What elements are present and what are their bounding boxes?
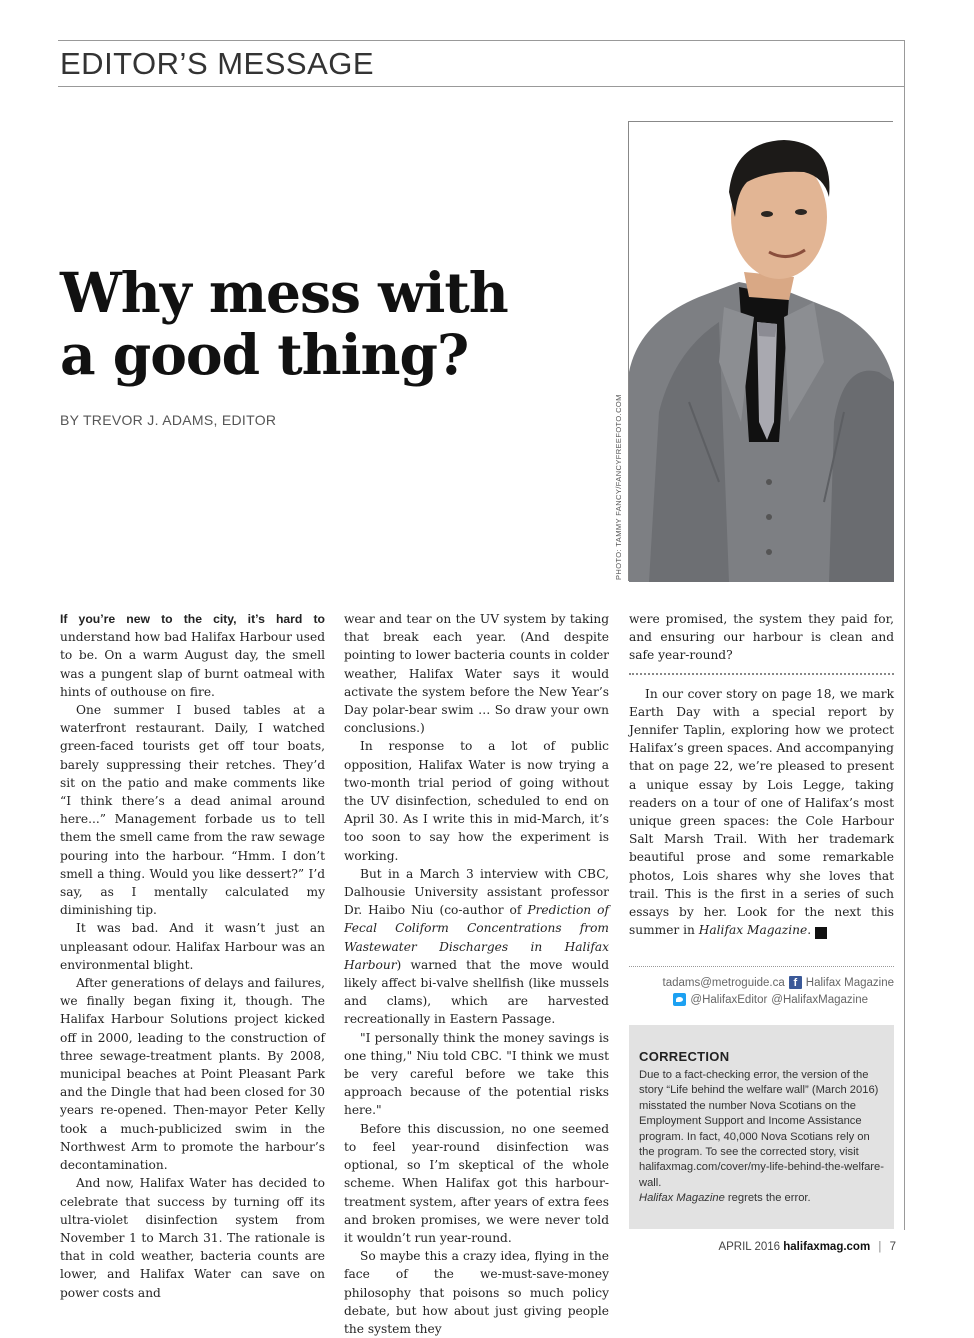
headline-line-1: Why mess with xyxy=(60,260,508,325)
paragraph: Before this discussion, no one seemed to feel year-round disinfection was optional, so I’m skeptical of the whole scheme. When Halifax got this harbour-treatment system, after years of extra fees and broken promises, we were never told it wouldn’t run year-round. xyxy=(344,1121,609,1245)
footer-separator: | xyxy=(878,1241,882,1253)
end-mark-icon: H xyxy=(815,927,827,939)
correction-box xyxy=(629,1025,894,1229)
paragraph: And now, Halifax Water has decided to celebrate that success by turning off its ultra-violet disinfection system from November 1 to March 31. The rationale is that in cold weather, bacteria counts are lower, and Halifax Water can save on power costs and xyxy=(60,1176,325,1300)
paragraph: were promised, the system they paid for, and ensuring our harbour is clean and safe year-round? xyxy=(629,612,894,663)
twitter-link-magazine[interactable]: @HalifaxMagazine xyxy=(771,993,868,1006)
contact-line-2 xyxy=(629,991,894,1008)
study-title: Prediction of Fecal Coliform Concentrations from Wastewater Discharges in Halifax Harbour xyxy=(344,903,610,972)
twitter-icon xyxy=(673,993,686,1006)
paragraph: "I personally think the money savings is one thing," Niu told CBC. "I think we must be very careful before we take this approach because of the potential risks here." xyxy=(344,1030,609,1118)
top-rule xyxy=(58,40,905,41)
editor-portrait-photo xyxy=(628,121,893,581)
page-number: 7 xyxy=(889,1241,896,1253)
section-label: EDITOR’S MESSAGE xyxy=(60,46,375,81)
issue-date: APRIL 2016 xyxy=(718,1241,781,1253)
photo-credit: PHOTO: TAMMY FANCY/FANCYFREEFOTO.COM xyxy=(614,394,623,580)
contact-divider xyxy=(629,966,894,967)
paragraph: If you’re new to the city, it’s hard to understand how bad Halifax Harbour used to be. On a warm August day, the smell was a pungent slap of burnt oatmeal with hints of outhouse on fire. xyxy=(60,612,325,699)
article-column-1 xyxy=(60,610,325,1302)
page-footer xyxy=(718,1241,896,1253)
paragraph: After generations of delays and failures, we finally began fixing it, though. The Halifax Harbour Solutions project kicked off in 2000, leading to the construction of three sewage-treatment plants. By 2008, municipal beaches at Point Pleasant Park and the Dingle that had been closed for 30 years re-opened. Then-mayor Peter Kelly took a much-publicized swim in the Northwest Arm to promote the harbour’s decontamination. xyxy=(60,976,325,1173)
email-link[interactable]: tadams@metroguide.ca xyxy=(662,976,785,989)
facebook-link[interactable]: Halifax Magazine xyxy=(805,976,894,989)
dotted-divider xyxy=(629,673,894,675)
paragraph: In response to a lot of public opposition, Halifax Water is now trying a two-month trial period of going without the UV disinfection, scheduled to end on April 30. As I write this in mid-March, it’s too soon to say how the experiment is working. xyxy=(344,739,609,863)
byline: BY TREVOR J. ADAMS, EDITOR xyxy=(60,412,277,428)
portrait-illustration xyxy=(629,122,894,582)
contact-block xyxy=(629,970,894,1008)
paragraph: One summer I bused tables at a waterfront restaurant. Daily, I watched green-faced tourists get off tour boats, barely suppressing their retches. They’d sit on the patio and make comments like “I think there’s a dead animal around here...” Management forbade us to tell them the smell came from the raw sewage pouring into the harbour. “Hmm. I don’t smell a thing. Would you like dessert?” I’d say, as I mentally calculated my diminishing tip. xyxy=(60,703,325,918)
article-column-3 xyxy=(629,610,894,939)
section-rule xyxy=(58,86,905,87)
paragraph: So maybe this a crazy idea, flying in the face of the we-must-save-money philosophy that poisons so much policy debate, but how about just giving people the system they xyxy=(344,1249,609,1336)
paragraph: wear and tear on the UV system by taking that break each year. (And despite pointing to lower bacteria counts in colder weather, Halifax Water says it would activate the system before the New Year’s Day polar-bear swim … So draw your own conclusions.) xyxy=(344,612,609,736)
lead-in: If you’re new to the city, it’s hard to xyxy=(60,612,325,626)
paragraph: It was bad. And it wasn’t just an unpleasant odour. Halifax Harbour was an environmental blight. xyxy=(60,921,325,972)
article-column-2 xyxy=(344,610,609,1338)
headline-line-2: a good thing? xyxy=(60,322,469,387)
right-rule xyxy=(904,40,905,1230)
correction-body: Due to a fact-checking error, the version of the story “Life behind the welfare wall” (March 2016) misstated the number Nova Scotians on the Employment Support and Income Assistance program. In fact, 40,000 Nova Scotians rely on the program. To see the corrected story, visit halifaxmag.com/cover/my-life-behind-the-welfare-wall. Halifax Magazine regrets the error. xyxy=(639,1069,884,1205)
contact-line-1 xyxy=(629,974,894,991)
site-link[interactable]: halifaxmag.com xyxy=(783,1241,871,1253)
paragraph: In our cover story on page 18, we mark Earth Day with a special report by Jennifer Taplin, exploring how we protect Halifax’s green spaces. And accompanying that on page 22, we’re pleased to present a unique essay by Lois Legge, taking readers on a tour of one of Halifax’s most unique green spaces: the Cole Harbour Salt Marsh Trail. With her trademark beautiful prose and some remarkable photos, Lois shares why she loves that trail. This is the first in a series of such essays by her. Look for the next this summer in Halifax Magazine. H xyxy=(629,686,894,939)
headline xyxy=(60,262,580,386)
twitter-link-editor[interactable]: @HalifaxEditor xyxy=(690,993,768,1006)
facebook-icon: f xyxy=(789,976,802,989)
correction-title: CORRECTION xyxy=(639,1049,730,1064)
paragraph: But in a March 3 interview with CBC, Dalhousie University assistant professor Dr. Haibo Niu (co-author of Prediction of Fecal Coliform Concentrations from Wastewater Discharges in Halifax Harbour) warned that the move would likely affect bi-valve shellfish (like mussels and clams), which are harvested recreationally in Eastern Passage. xyxy=(344,866,610,1027)
